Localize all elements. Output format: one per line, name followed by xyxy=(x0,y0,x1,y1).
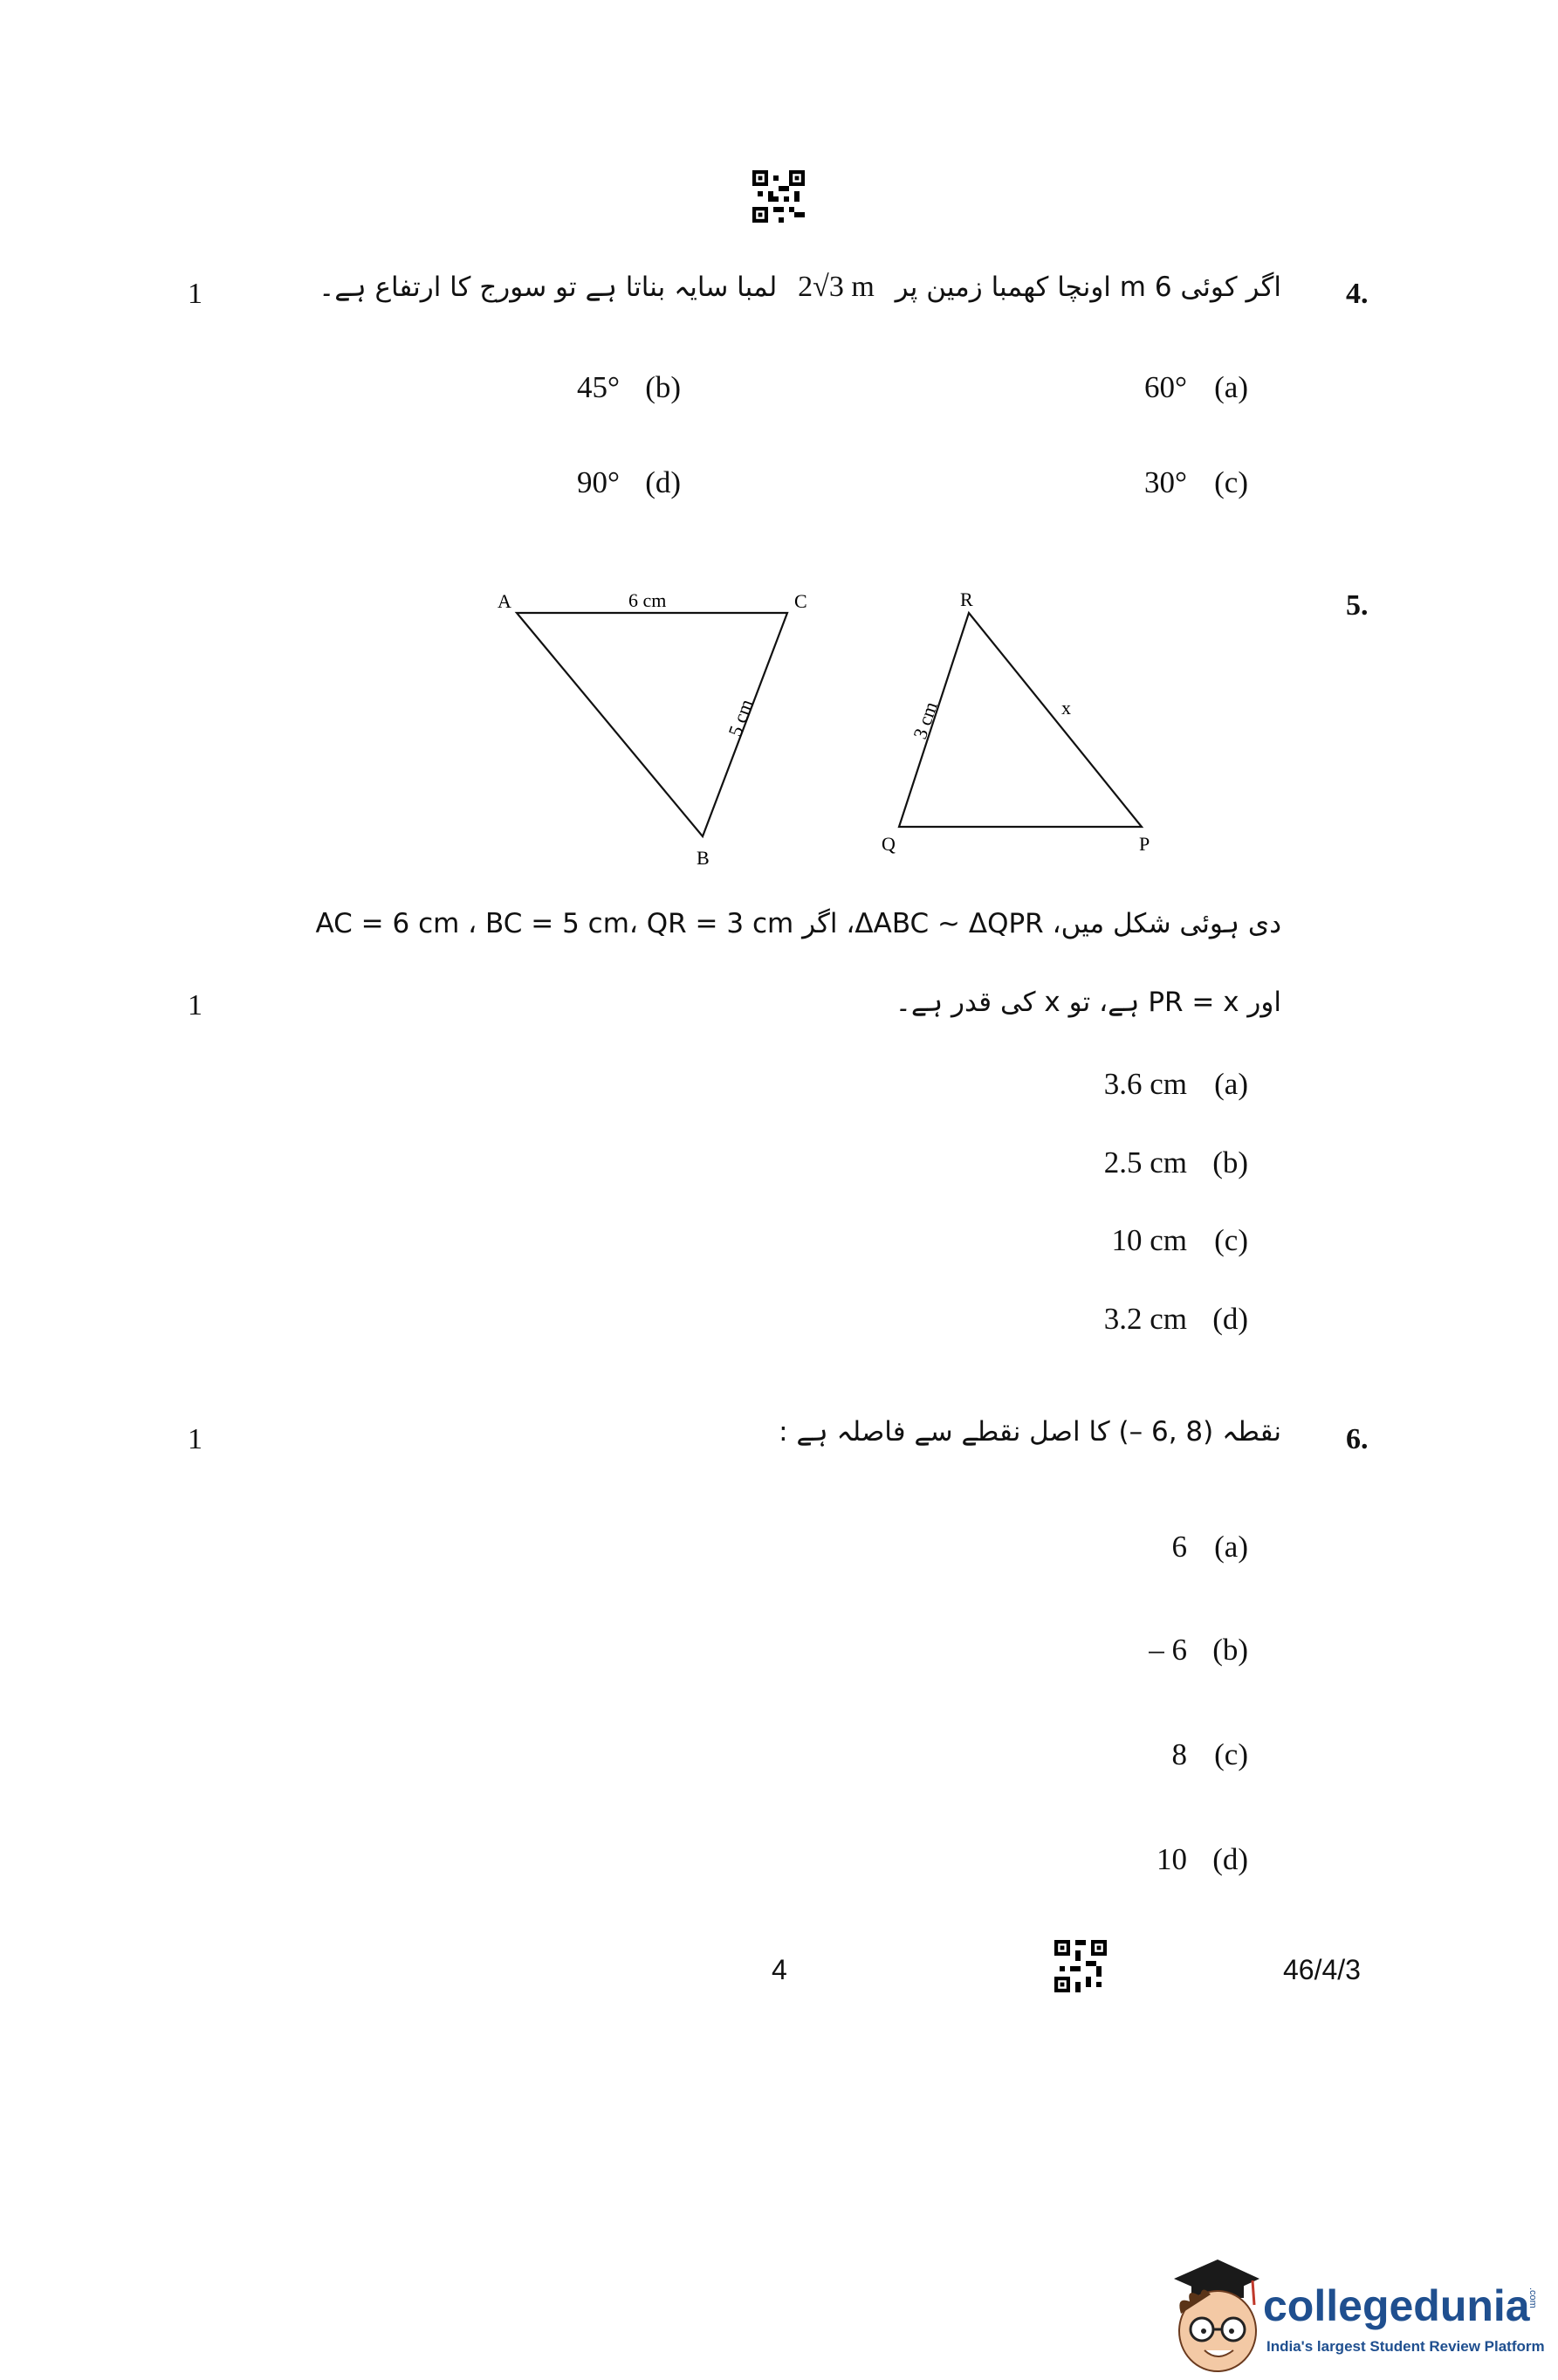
side-label-ac: 6 cm xyxy=(628,589,667,611)
q4-text-part1: اگر کوئی 6 m اونچا کھمبا زمین پر xyxy=(895,272,1281,303)
vertex-label-p: P xyxy=(1139,833,1150,855)
option-label: (b) xyxy=(645,370,681,404)
option-label: (d) xyxy=(1212,1842,1248,1876)
option-value: 10 xyxy=(1156,1842,1187,1876)
option-value: 90° xyxy=(577,465,620,499)
q6-option-a[interactable] xyxy=(1074,1530,1248,1565)
option-value: 30° xyxy=(1144,465,1187,499)
q4-marks: 1 xyxy=(188,278,202,310)
q5-question-line2: اور PR = x ہے، تو x کی قدر ہے۔ xyxy=(895,987,1281,1018)
option-value: 8 xyxy=(1171,1737,1187,1771)
option-label: (a) xyxy=(1214,1067,1248,1101)
q4-text-part2: لمبا سایہ بناتا ہے تو سورج کا ارتفاع ہے۔ xyxy=(319,272,778,303)
page-number: 4 xyxy=(772,1954,787,1985)
q5-marks: 1 xyxy=(188,989,202,1021)
option-value: 10 cm xyxy=(1111,1223,1187,1257)
q6-marks: 1 xyxy=(188,1423,202,1455)
paper-code: 46/4/3 xyxy=(1283,1954,1361,1985)
q5-option-a[interactable] xyxy=(1047,1067,1248,1102)
option-label: (d) xyxy=(645,465,681,499)
q4-option-d[interactable] xyxy=(515,465,681,500)
vertex-label-r: R xyxy=(960,588,973,610)
vertex-label-a: A xyxy=(498,590,511,612)
brand-domain: .com xyxy=(1527,2287,1538,2308)
option-label: (a) xyxy=(1214,370,1248,404)
q4-option-a[interactable] xyxy=(1082,370,1248,405)
brand-name: collegedunia xyxy=(1263,2281,1530,2330)
footer-qr-code-icon xyxy=(1054,1940,1107,1992)
q5-number: 5. xyxy=(1346,589,1369,622)
side-label-cb: 5 cm xyxy=(724,696,758,739)
option-label: (c) xyxy=(1214,465,1248,499)
q5-option-d[interactable] xyxy=(1047,1302,1248,1337)
q5-option-b[interactable] xyxy=(1047,1145,1248,1180)
q6-option-b[interactable] xyxy=(1074,1633,1248,1668)
q5-question-line1: دی ہوئی شکل میں، ΔABC ~ ΔQPR، اگر AC = 6 cm ، BC = 5 cm، QR = 3 cm xyxy=(315,908,1281,939)
q4-shadow-length: 2√3 m xyxy=(798,271,875,303)
mascot-icon xyxy=(1156,2253,1261,2375)
option-value: 3.2 cm xyxy=(1103,1302,1187,1336)
q4-option-c[interactable] xyxy=(1082,465,1248,500)
vertex-label-q: Q xyxy=(882,833,896,855)
q6-question-text: نقطہ (8 ,6 –) کا اصل نقطے سے فاصلہ ہے : xyxy=(779,1416,1281,1448)
q4-option-b[interactable] xyxy=(515,370,681,405)
option-value: 2.5 cm xyxy=(1103,1145,1187,1180)
vertex-label-c: C xyxy=(794,590,807,612)
option-label: (a) xyxy=(1214,1530,1248,1564)
q6-number: 6. xyxy=(1346,1423,1369,1455)
side-label-qr: 3 cm xyxy=(909,698,942,742)
q4-question-text xyxy=(319,271,1281,304)
q5-triangles-figure xyxy=(471,576,1170,873)
option-value: 6 xyxy=(1171,1530,1187,1564)
option-value: – 6 xyxy=(1149,1633,1187,1667)
brand-logo xyxy=(1156,2253,1558,2375)
option-label: (c) xyxy=(1214,1737,1248,1771)
qr-code-icon xyxy=(752,170,805,223)
option-value: 3.6 cm xyxy=(1103,1067,1187,1101)
option-value: 45° xyxy=(577,370,620,404)
option-label: (b) xyxy=(1212,1145,1248,1180)
q6-option-d[interactable] xyxy=(1074,1842,1248,1877)
q6-option-c[interactable] xyxy=(1074,1737,1248,1772)
q4-number: 4. xyxy=(1346,278,1369,310)
vertex-label-b: B xyxy=(697,847,710,869)
side-label-rp: x xyxy=(1061,697,1071,719)
option-label: (c) xyxy=(1214,1223,1248,1257)
q5-option-c[interactable] xyxy=(1047,1223,1248,1258)
option-label: (b) xyxy=(1212,1633,1248,1667)
option-label: (d) xyxy=(1212,1302,1248,1336)
option-value: 60° xyxy=(1144,370,1187,404)
brand-tagline: India's largest Student Review Platform xyxy=(1266,2338,1545,2355)
